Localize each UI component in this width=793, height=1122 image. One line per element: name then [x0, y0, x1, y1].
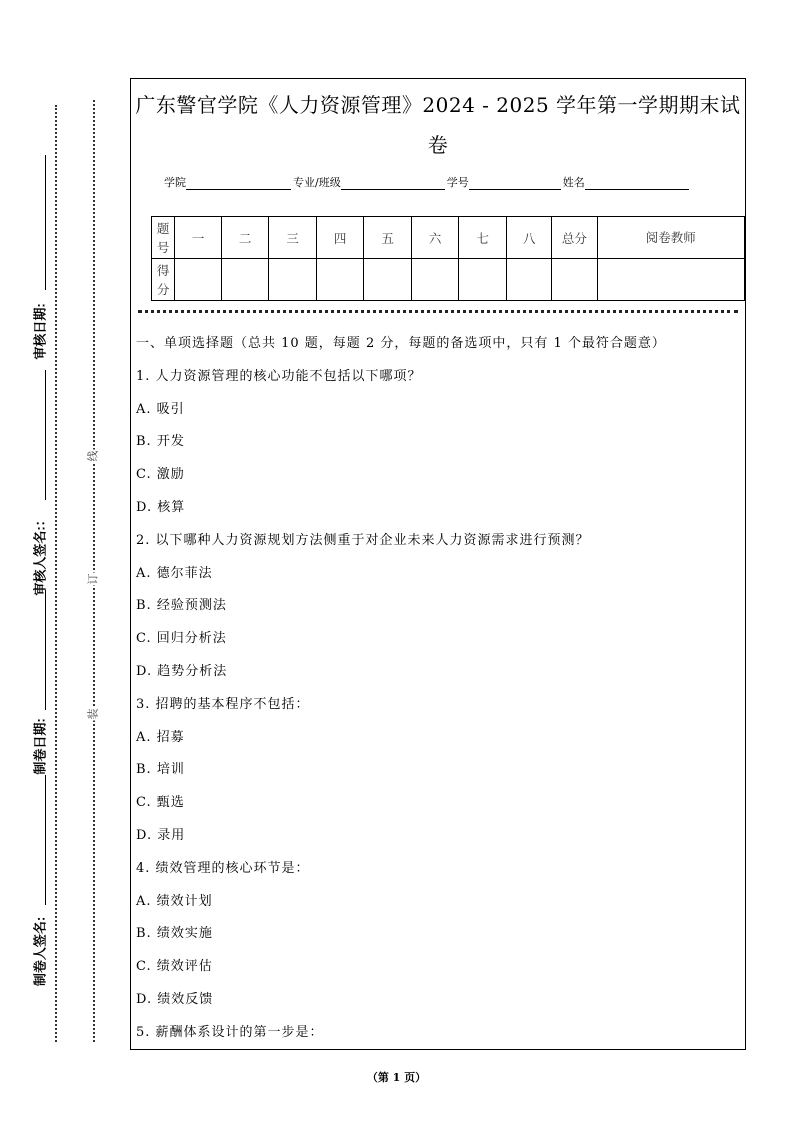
- score-cell[interactable]: [597, 259, 745, 301]
- review-date-label: 审核日期:: [32, 303, 48, 360]
- outer-dotted-line: [55, 105, 57, 1042]
- column-header: 六: [412, 217, 459, 259]
- table-row: [152, 217, 745, 259]
- score-cell[interactable]: [507, 259, 552, 301]
- score-table: [151, 216, 745, 301]
- binding-dotted-line: [93, 100, 95, 1042]
- student-id-field[interactable]: [469, 177, 561, 190]
- column-header: 五: [364, 217, 412, 259]
- field-label-student-id: 学号: [446, 176, 469, 189]
- field-label-major-class: 专业/班级: [293, 176, 341, 189]
- college-field[interactable]: [186, 177, 291, 190]
- binding-mark-bind: 装: [86, 708, 100, 720]
- column-header: 总分: [552, 217, 597, 259]
- exam-title-line2: 卷: [427, 133, 449, 157]
- column-header: 八: [507, 217, 552, 259]
- exam-title-line1: 广东警官学院《人力资源管理》2024 - 2025 学年第一学期期末试: [135, 93, 741, 117]
- table-row: [152, 259, 745, 301]
- option: A. 吸引: [136, 401, 185, 417]
- column-header: 一: [175, 217, 222, 259]
- column-header: 四: [317, 217, 364, 259]
- option: B. 经验预测法: [136, 598, 227, 614]
- page-number: （第 1 页）: [366, 1071, 427, 1084]
- column-header: 七: [459, 217, 507, 259]
- row-label-question-no: 题号: [152, 217, 175, 259]
- score-cell[interactable]: [459, 259, 507, 301]
- question-3: 3. 招聘的基本程序不包括：: [136, 696, 310, 712]
- binding-mark-line: 线: [86, 450, 100, 462]
- score-cell[interactable]: [269, 259, 317, 301]
- question-4: 4. 绩效管理的核心环节是：: [136, 860, 310, 876]
- option: D. 绩效反馈: [136, 991, 214, 1007]
- student-info-fields: [164, 174, 691, 190]
- binding-mark-staple: 订: [86, 573, 100, 585]
- reviewer-signature-label: 审核人签名:：: [32, 513, 48, 596]
- option: D. 核算: [136, 499, 186, 515]
- review-date-underline: [45, 155, 46, 290]
- option: C. 回归分析法: [136, 631, 227, 647]
- question-list: [136, 328, 666, 1050]
- question-1: 1. 人力资源管理的核心功能不包括以下哪项？: [136, 368, 422, 384]
- reviewer-signature-underline: [45, 370, 46, 500]
- question-5: 5. 薪酬体系设计的第一步是：: [136, 1024, 324, 1040]
- option: A. 德尔菲法: [136, 565, 213, 581]
- dotted-separator: [138, 310, 738, 313]
- exam-content-box: [130, 78, 746, 1050]
- prepare-date-underline: [45, 590, 46, 710]
- option: A. 招募: [136, 729, 185, 745]
- option: C. 甄选: [136, 795, 185, 811]
- row-label-score: 得分: [152, 259, 175, 301]
- field-label-name: 姓名: [562, 176, 585, 189]
- prepare-date-label: 制卷日期:: [32, 718, 48, 775]
- score-cell[interactable]: [222, 259, 269, 301]
- option: B. 绩效实施: [136, 926, 213, 942]
- preparer-signature-underline: [45, 775, 46, 905]
- option: C. 绩效评估: [136, 959, 213, 975]
- option: C. 激励: [136, 467, 185, 483]
- option: B. 开发: [136, 434, 185, 450]
- column-header: 二: [222, 217, 269, 259]
- option: B. 培训: [136, 762, 185, 778]
- option: D. 录用: [136, 827, 186, 843]
- score-cell[interactable]: [364, 259, 412, 301]
- score-cell[interactable]: [552, 259, 597, 301]
- score-cell[interactable]: [175, 259, 222, 301]
- score-cell[interactable]: [317, 259, 364, 301]
- name-field[interactable]: [585, 177, 689, 190]
- major-class-field[interactable]: [341, 177, 445, 190]
- section-heading: 一、单项选择题（总共 10 题，每题 2 分，每题的备选项中，只有 1 个最符合题意）: [136, 336, 666, 351]
- field-label-college: 学院: [164, 176, 186, 189]
- question-2: 2. 以下哪种人力资源规划方法侧重于对企业未来人力资源需求进行预测？: [136, 532, 590, 548]
- option: A. 绩效计划: [136, 893, 213, 909]
- column-header: 三: [269, 217, 317, 259]
- option: D. 趋势分析法: [136, 663, 228, 679]
- score-cell[interactable]: [412, 259, 459, 301]
- column-header: 阅卷教师: [597, 217, 745, 259]
- preparer-signature-label: 制卷人签名:: [32, 916, 48, 987]
